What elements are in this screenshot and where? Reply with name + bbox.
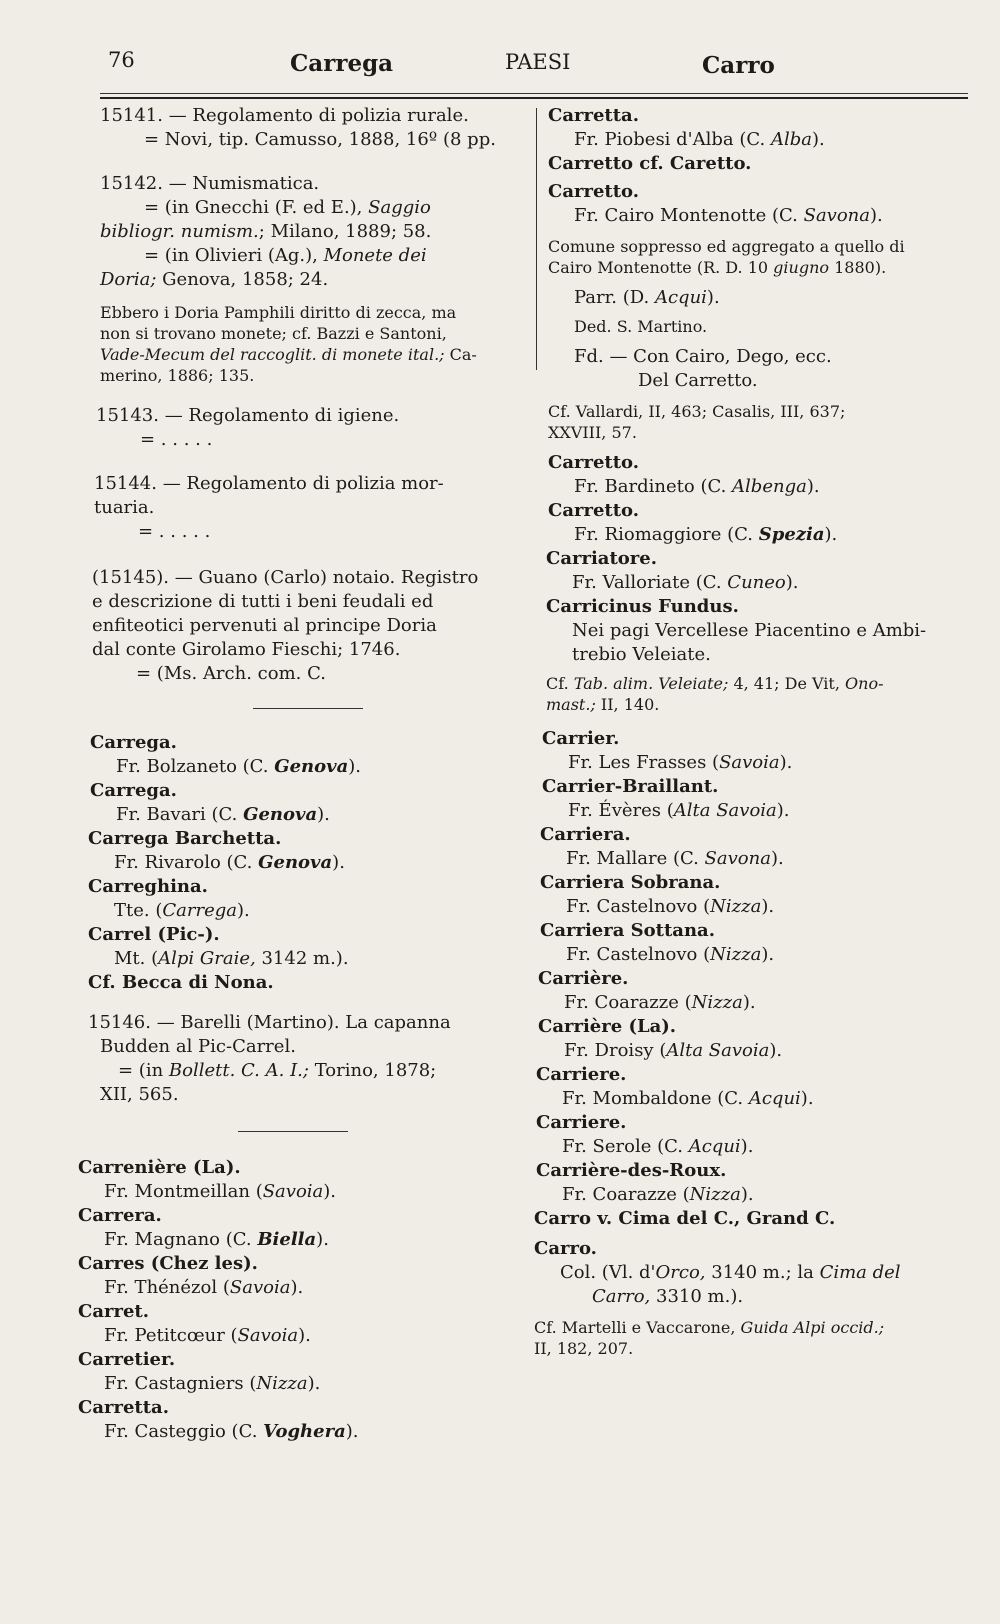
entry-line: 15144. — Regolamento di polizia mor- [94,473,444,494]
place-carro-crossref [522,1207,974,1231]
place-detail: Fr. Mombaldone (C. Acqui). [562,1088,814,1109]
dedication: Ded. S. Martino. [574,317,708,336]
place-heading: Carrega. [90,780,177,801]
entry-line: dal conte Girolamo Fieschi; 1746. [92,639,401,660]
place-carriere-coarazze [522,967,974,1015]
place-heading: Carrière-des-Roux. [536,1160,727,1181]
place-heading: Carrier-Braillant. [542,776,719,797]
entry-line: = (in Bollett. C. A. I.; Torino, 1878; [118,1060,437,1081]
place-carrier-braillant [522,775,974,823]
place-carro-col [522,1237,974,1359]
place-carretto-cairo [522,180,974,443]
entry-line: e descrizione di tutti i beni feudali ed [92,591,434,612]
entry-line: enfiteotici pervenuti al principe Doria [92,615,437,636]
place-carrega-2 [78,779,518,827]
place-heading: Carres (Chez les). [78,1253,258,1274]
place-carreghina [78,875,518,923]
entry-line: = Novi, tip. Camusso, 1888, 16º (8 pp. [144,129,496,150]
place-heading: Carret. [78,1301,149,1322]
place-carriere-des-roux [522,1159,974,1207]
place-carriere-la [522,1015,974,1063]
place-detail: Fr. Petitcœur (Savoia). [104,1325,311,1346]
place-detail: Fr. Droisy (Alta Savoia). [564,1040,783,1061]
entry-15145 [78,566,518,686]
place-heading: Carretto. [548,181,639,202]
place-carretto-cf [522,152,974,176]
place-detail: Fr. Bolzaneto (C. Genova). [116,756,362,777]
entry-line: 15142. — Numismatica. [100,173,320,194]
place-detail: Fr. Valloriate (C. Cuneo). [572,572,799,593]
right-column [522,104,974,1359]
parish: Parr. (D. Acqui). [574,287,720,308]
place-heading: Carrel (Pic-). [88,924,220,945]
entry-line: = (in Olivieri (Ag.), Monete dei [144,245,427,266]
place-heading: Carriere. [536,1064,627,1085]
place-detail: Fr. Montmeillan (Savoia). [104,1181,337,1202]
place-detail: Fr. Castagniers (Nizza). [104,1373,321,1394]
place-detail: Tte. (Carrega). [114,900,250,921]
place-detail: Fr. Rivarolo (C. Genova). [114,852,345,873]
place-carres [78,1252,518,1300]
place-heading: Carrenière (La). [78,1157,241,1178]
entry-line: (15145). — Guano (Carlo) notaio. Registro [92,567,479,588]
place-heading: Carrière. [538,968,629,989]
running-head-right: Carro [702,52,775,79]
running-head-center: PAESI [505,50,571,74]
place-carrel [78,923,518,995]
place-heading: Carretto cf. Caretto. [548,153,752,174]
page-number: 76 [108,48,135,72]
entry-line: 15146. — Barelli (Martino). La capanna [88,1012,451,1033]
page-header [0,40,1000,80]
place-crossref: Cf. Becca di Nona. [88,972,274,993]
place-heading: Carrera. [78,1205,162,1226]
section-separator [238,1131,348,1132]
entry-line: XII, 565. [100,1084,179,1105]
place-heading: Carrega. [90,732,177,753]
place-citation: Cf. Tab. alim. Veleiate; 4, 41; De Vit, Ono- mast.; II, 140. [546,674,884,714]
place-detail: Fr. Mallare (C. Savona). [566,848,784,869]
feud: Fd. — Con Cairo, Dego, ecc. [574,346,832,367]
place-carriera-sottana [522,919,974,967]
entry-line: bibliogr. numism.; Milano, 1889; 58. [100,221,432,242]
place-detail: Fr. Piobesi d'Alba (C. Alba). [574,129,825,150]
place-heading: Carriera Sobrana. [540,872,721,893]
entry-line: Budden al Pic-Carrel. [100,1036,296,1057]
place-carrier [522,727,974,775]
place-heading: Carrega Barchetta. [88,828,282,849]
place-note: Comune soppresso ed aggregato a quello di Cairo Montenotte (R. D. 10 giugno 1880). [548,237,905,277]
place-carriere-mombaldone [522,1063,974,1111]
place-carretier [78,1348,518,1396]
place-heading: Carreghina. [88,876,208,897]
place-carretta-left [78,1396,518,1444]
place-detail: Fr. Coarazze (Nizza). [562,1184,754,1205]
place-carriere-serole [522,1111,974,1159]
place-detail: Fr. Magnano (C. Biella). [104,1229,329,1250]
left-column [78,104,518,1444]
header-rule-thick [100,97,968,99]
entry-15143 [78,404,518,452]
entry-15142 [78,172,518,386]
place-heading: Carriere. [536,1112,627,1133]
place-detail: Nei pagi Vercellese Piacentino e Ambi- [572,620,927,641]
place-carreniere [78,1156,518,1204]
section-separator [253,708,363,709]
place-detail: Mt. (Alpi Graie, 3142 m.). [114,948,349,969]
place-carriera [522,823,974,871]
place-detail: Fr. Casteggio (C. Voghera). [104,1421,359,1442]
place-detail: Fr. Castelnovo (Nizza). [566,896,775,917]
entry-line: tuaria. [94,497,155,518]
place-detail: trebio Veleiate. [572,644,711,665]
place-carretto-riomaggiore [522,499,974,547]
place-detail: Fr. Castelnovo (Nizza). [566,944,775,965]
feud-family: Del Carretto. [638,370,758,391]
place-detail: Fr. Thénézol (Savoia). [104,1277,304,1298]
place-heading: Carriera. [540,824,631,845]
place-detail: Fr. Évères (Alta Savoia). [568,800,790,821]
place-carretta-right [522,104,974,152]
entry-line: 15143. — Regolamento di igiene. [96,405,400,426]
place-citation: Cf. Martelli e Vaccarone, Guida Alpi occid.; II, 182, 207. [534,1318,885,1358]
place-carricinus-fundus [522,595,974,715]
place-heading: Carretto. [548,500,639,521]
place-carrega-1 [78,731,518,779]
place-detail: Carro, 3310 m.). [592,1286,744,1307]
entry-line: = (Ms. Arch. com. C. [136,663,326,684]
place-heading: Carriatore. [546,548,657,569]
header-rule-thin [100,93,968,94]
running-head-left: Carrega [290,50,394,77]
entry-15146 [78,1011,518,1107]
place-detail: Fr. Serole (C. Acqui). [562,1136,754,1157]
entry-line: = . . . . . [138,521,211,542]
place-citation: Cf. Vallardi, II, 463; Casalis, III, 637; XXVIII, 57. [548,402,846,442]
place-carriatore [522,547,974,595]
place-heading: Carretta. [548,105,639,126]
place-detail: Fr. Coarazze (Nizza). [564,992,756,1013]
place-heading: Carro v. Cima del C., Grand C. [534,1208,836,1229]
entry-line: Doria; Genova, 1858; 24. [100,269,329,290]
entry-line: 15141. — Regolamento di polizia rurale. [100,105,469,126]
place-carret [78,1300,518,1348]
place-heading: Carro. [534,1238,597,1259]
entry-15141 [78,104,518,152]
place-carrega-barchetta [78,827,518,875]
entry-line: = (in Gnecchi (F. ed E.), Saggio [144,197,431,218]
place-carriera-sobrana [522,871,974,919]
entry-line: = . . . . . [140,429,213,450]
place-carretto-bardineto [522,451,974,499]
place-detail: Fr. Bavari (C. Genova). [116,804,330,825]
place-detail: Fr. Bardineto (C. Albenga). [574,476,820,497]
place-heading: Carretta. [78,1397,169,1418]
entry-15144 [78,472,518,544]
place-detail: Fr. Cairo Montenotte (C. Savona). [574,205,883,226]
place-heading: Carricinus Fundus. [546,596,739,617]
place-carrera [78,1204,518,1252]
place-heading: Carriera Sottana. [540,920,715,941]
place-heading: Carrier. [542,728,620,749]
place-detail: Fr. Les Frasses (Savoia). [568,752,793,773]
place-detail: Fr. Riomaggiore (C. Spezia). [574,524,838,545]
place-heading: Carretier. [78,1349,176,1370]
place-heading: Carretto. [548,452,639,473]
place-detail: Col. (Vl. d'Orco, 3140 m.; la Cima del [560,1262,901,1283]
place-heading: Carrière (La). [538,1016,677,1037]
entry-note: Ebbero i Doria Pamphili diritto di zecca, ma non si trovano monete; cf. Bazzi e Santoni, Vade-Mecum del raccoglit. di monete ital.; Ca- merino, 1886; 135. [100,303,477,385]
